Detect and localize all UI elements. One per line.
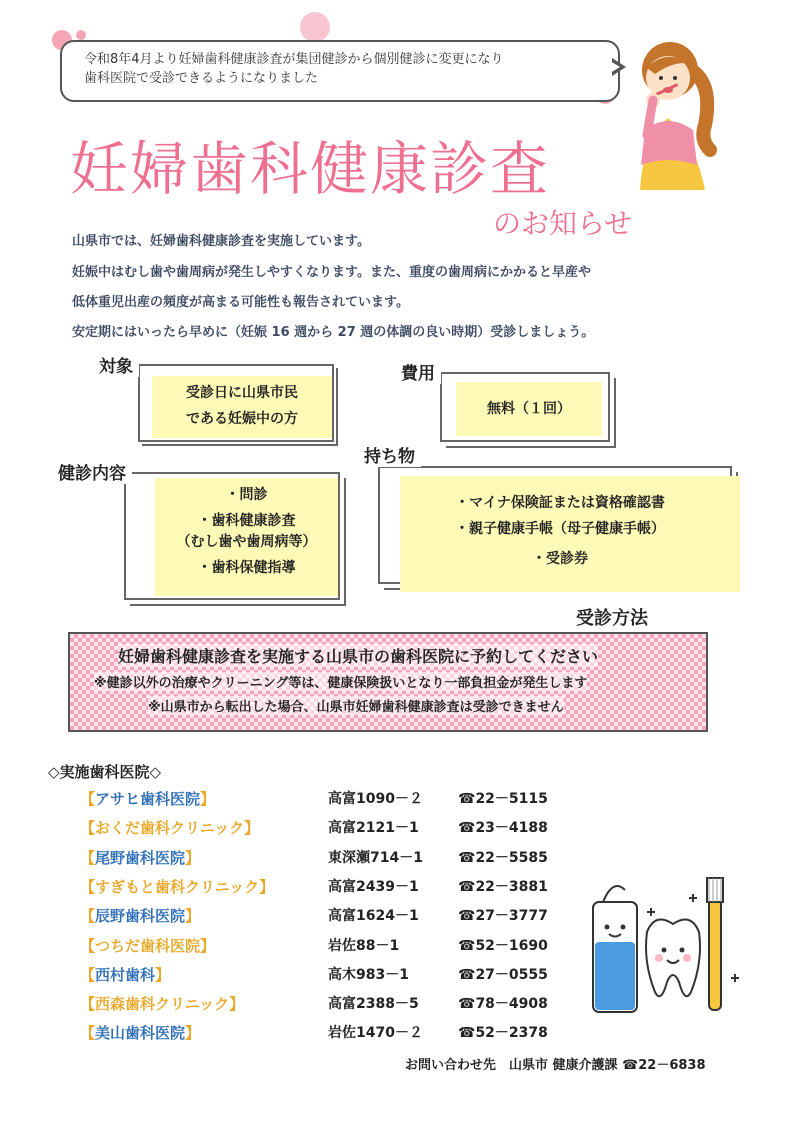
clinic-phone: ☎27－0555: [458, 966, 548, 983]
method-band: [68, 632, 708, 732]
method-label: 受診方法: [568, 604, 656, 630]
clinic-name-wrap: 【アサヒ歯科医院】: [80, 790, 216, 808]
intro-line: 山県市では、妊婦歯科健康診査を実施しています。: [72, 234, 370, 249]
clinic-row: [80, 905, 600, 931]
clinic-address: 東深瀬714－1: [328, 849, 423, 866]
clinic-phone: ☎22－3881: [458, 878, 548, 895]
method-line-1: 妊婦歯科健康診査を実施する山県市の歯科医院に予約してください: [118, 644, 598, 667]
contents-label: 健診内容: [52, 459, 132, 484]
belongings-list: [400, 490, 720, 572]
clinic-list-heading: ◇実施歯科医院◇: [48, 763, 162, 781]
clinic-name-wrap: 【尾野歯科医院】: [80, 848, 201, 867]
cost-label: 費用: [395, 359, 441, 384]
intro-line: 低体重児出産の頻度が高まる可能性も報告されています。: [72, 295, 409, 310]
method-line-2: ※健診以外の治療やクリーニング等は、健康保険扱いとなり一部負担金が発生します: [94, 672, 587, 691]
clinic-name: 美山歯科医院: [95, 1024, 186, 1043]
clinic-address: 高木983－1: [328, 966, 409, 983]
notice-bubble: [60, 40, 620, 102]
clinic-name-wrap: 【美山歯科医院】: [80, 1024, 201, 1043]
clinic-address: 高富2121－1: [328, 820, 419, 837]
belongings-item: ・マイナ保険証または資格確認書: [455, 495, 665, 511]
tooth-mascot-icon: [585, 872, 745, 1022]
clinic-name-wrap: 【辰野歯科医院】: [80, 907, 201, 926]
clinic-row: [80, 964, 600, 990]
clinic-name: アサヒ歯科医院: [95, 790, 201, 808]
contents-item: ・問診: [225, 487, 268, 503]
clinic-address: 高富2388－5: [328, 996, 419, 1013]
intro-line: 妊娠中はむし歯や歯周病が発生しやすくなります。また、重度の歯周病にかかると早産や: [72, 265, 591, 280]
clinic-phone: ☎78－4908: [458, 996, 548, 1013]
page-title: 妊婦歯科健康診査: [70, 135, 551, 203]
page-subtitle: のお知らせ: [493, 207, 633, 240]
notice-line-2: 歯科医院で受診できるようになりました: [84, 71, 319, 86]
belongings-item: ・受診券: [532, 551, 588, 567]
clinic-name-wrap: 【西村歯科】: [80, 965, 171, 984]
clinic-row: [80, 876, 600, 902]
belongings-label: 持ち物: [358, 442, 421, 467]
woman-brushing-teeth-icon: [625, 30, 725, 200]
decor-dot: [76, 30, 86, 40]
clinic-phone: ☎27－3777: [458, 908, 548, 925]
clinic-name-wrap: 【すぎもと歯科クリニック】: [80, 877, 275, 896]
clinic-name: すぎもと歯科クリニック: [95, 877, 260, 896]
clinic-phone: ☎22－5585: [458, 849, 548, 866]
clinic-phone: ☎52－1690: [458, 937, 548, 954]
clinic-row: [80, 1022, 600, 1048]
target-label: 対象: [93, 352, 139, 377]
method-line-3: ※山県市から転出した場合、山県市妊婦歯科健康診査は受診できません: [148, 696, 564, 715]
intro-line: 安定期にはいったら早めに（妊娠 16 週から 27 週の体調の良い時期）受診しましょう。: [72, 325, 595, 340]
clinic-row: [80, 935, 600, 961]
notice-line-1: 令和8年4月より妊婦歯科健康診査が集団健診から個別健診に変更になり: [84, 52, 504, 67]
contents-list: [155, 482, 338, 581]
contents-item: ・歯科保健指導: [197, 560, 296, 576]
clinic-address: 高富2439－1: [328, 878, 419, 895]
clinic-row: [80, 847, 600, 873]
clinic-row: [80, 993, 600, 1019]
target-value: [152, 380, 332, 432]
clinic-name: 辰野歯科医院: [95, 907, 186, 926]
contents-item: ・歯科健康診査: [197, 513, 296, 529]
belongings-item: ・親子健康手帳（母子健康手帳）: [455, 521, 665, 537]
contents-item: （むし歯や歯周病等）: [176, 534, 317, 550]
target-line-1: 受診日に山県市民: [186, 385, 298, 401]
clinic-name-wrap: 【つちだ歯科医院】: [80, 936, 216, 955]
clinic-row: [80, 817, 600, 843]
clinic-phone: ☎22－5115: [458, 791, 548, 807]
clinic-name: 尾野歯科医院: [95, 848, 186, 867]
clinic-name: おくだ歯科クリニック: [95, 819, 245, 838]
clinic-name: 西森歯科クリニック: [95, 995, 230, 1014]
clinic-name-wrap: 【おくだ歯科クリニック】: [80, 819, 260, 838]
clinic-address: 高富1090－２: [328, 791, 423, 807]
cost-value: 無料（１回）: [487, 401, 571, 417]
clinic-phone: ☎23－4188: [458, 820, 548, 837]
clinic-address: 岩佐1470－２: [328, 1025, 423, 1042]
bubble-tail-inner: [610, 61, 620, 73]
clinic-address: 岩佐88－1: [328, 937, 400, 954]
clinic-name: つちだ歯科医院: [95, 936, 201, 955]
decor-dot: [300, 12, 330, 42]
clinic-row: [80, 788, 600, 814]
clinic-address: 高富1624－1: [328, 908, 419, 925]
target-line-2: である妊娠中の方: [186, 411, 298, 427]
clinic-name: 西村歯科: [95, 965, 156, 984]
contact-footer: お問い合わせ先 山県市 健康介護課 ☎22－6838: [405, 1058, 706, 1073]
clinic-phone: ☎52－2378: [458, 1025, 548, 1042]
clinic-name-wrap: 【西森歯科クリニック】: [80, 995, 245, 1014]
